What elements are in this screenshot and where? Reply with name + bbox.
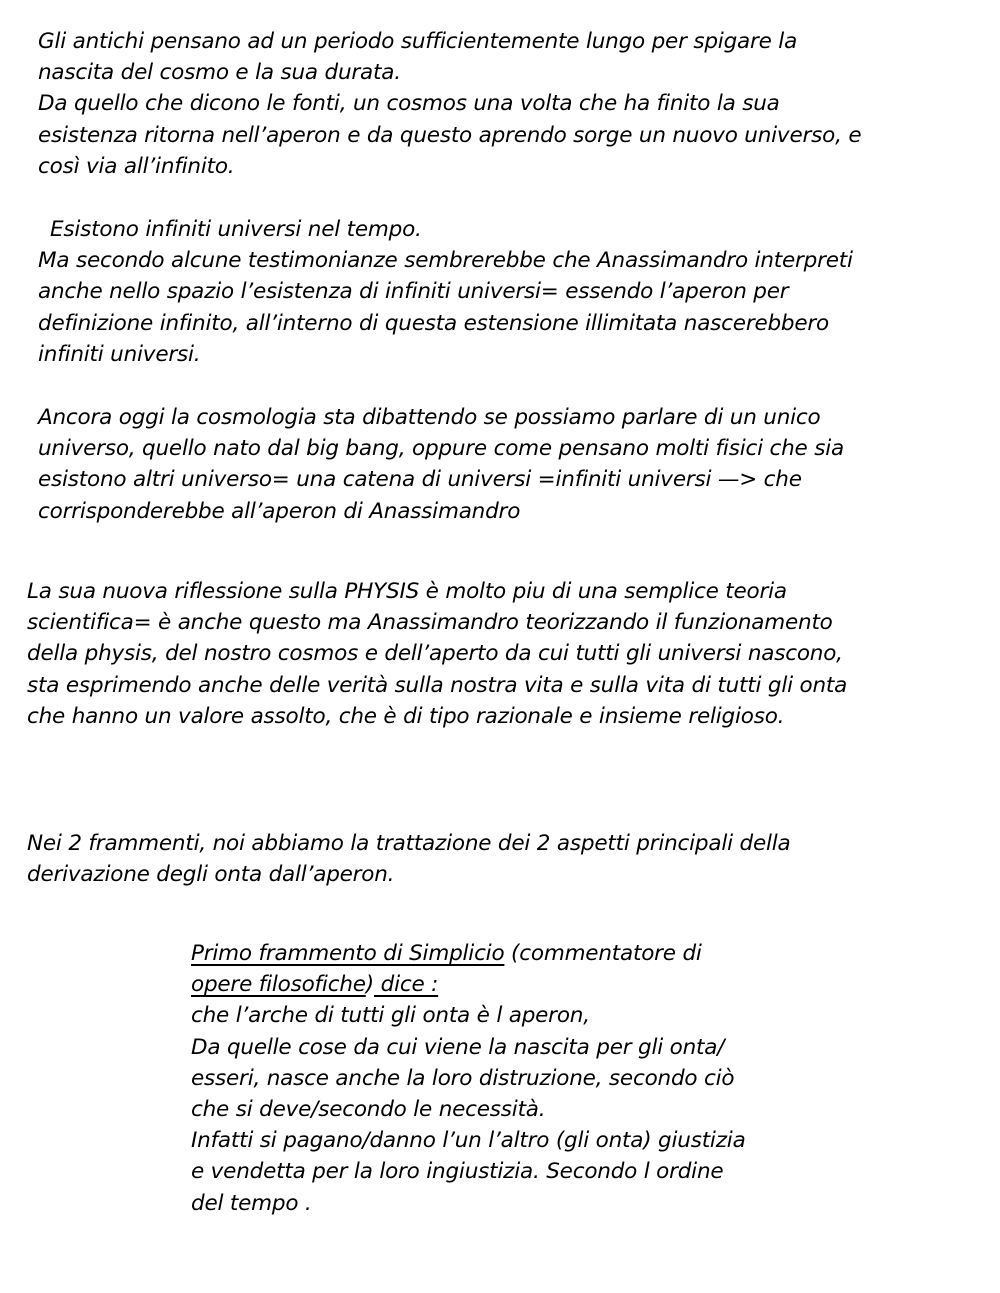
fragment-heading-underlined: opere filosofiche [191, 972, 366, 998]
text-line: sta esprimendo anche delle verità sulla nostra vita e sulla vita di tutti gli onta [27, 672, 848, 698]
paragraph-modern-cosmology [38, 402, 844, 527]
fragment-heading-rest: (commentatore di [504, 941, 702, 966]
text-line: Nei 2 frammenti, noi abbiamo la trattazione dei 2 aspetti principali della [27, 831, 791, 856]
text-line: derivazione degli onta dall’aperon. [27, 862, 395, 888]
fragment-simplicio [191, 938, 746, 1219]
paragraph-two-fragments [27, 828, 791, 890]
text-line: Esistono infiniti universi nel tempo. [50, 217, 422, 242]
text-line: scientifica= è anche questo ma Anassimandro teorizzando il funzionamento [27, 610, 833, 636]
paragraph-infinite-universes [38, 214, 853, 370]
text-line: così via all’infinito. [38, 153, 235, 179]
text-line: infiniti universi. [38, 341, 201, 367]
text-line: che si deve/secondo le necessità. [191, 1097, 546, 1123]
text-line: e vendetta per la loro ingiustizia. Secondo l ordine [191, 1159, 724, 1185]
text-line: definizione infinito, all’interno di questa estensione illimitata nascerebbero [38, 310, 829, 336]
fragment-title: Primo frammento di Simplicio [191, 941, 505, 966]
text-line: anche nello spazio l’esistenza di infiniti universi= essendo l’aperon per [38, 279, 789, 305]
fragment-heading-line-2 [191, 969, 746, 1000]
text-line: Da quello che dicono le fonti, un cosmos una volta che ha finito la sua [38, 91, 780, 117]
text-line: esseri, nasce anche la loro distruzione, secondo ciò [191, 1065, 735, 1091]
fragment-heading-dice: dice : [373, 972, 439, 998]
paragraph-physis-reflection [27, 576, 847, 732]
text-line: che l’arche di tutti gli onta è l aperon, [191, 1003, 590, 1029]
text-line: universo, quello nato dal big bang, oppure come pensano molti fisici che sia [38, 436, 844, 462]
text-line: Gli antichi pensano ad un periodo sufficientemente lungo per spigare la [38, 29, 798, 54]
fragment-heading-paren: ) [365, 972, 374, 998]
text-line: Ancora oggi la cosmologia sta dibattendo se possiamo parlare di un unico [38, 405, 821, 430]
text-line: corrisponderebbe all’aperon di Anassimandro [38, 498, 521, 524]
text-line: esistenza ritorna nell’aperon e da questo aprendo sorge un nuovo universo, e [38, 122, 862, 148]
text-line: del tempo . [191, 1190, 312, 1216]
text-line: La sua nuova riflessione sulla PHYSIS è molto piu di una semplice teoria [27, 579, 787, 604]
text-line: nascita del cosmo e la sua durata. [38, 60, 401, 86]
text-line: Infatti si pagano/danno l’un l’altro (gli onta) giustizia [191, 1128, 746, 1154]
text-line: esistono altri universo= una catena di universi =infiniti universi —> che [38, 467, 802, 493]
text-line: della physis, del nostro cosmos e dell’aperto da cui tutti gli universi nascono, [27, 641, 843, 667]
text-line: Ma secondo alcune testimonianze sembrerebbe che Anassimandro interpreti [38, 248, 853, 274]
text-line: Da quelle cose da cui viene la nascita per gli onta/ [191, 1034, 725, 1060]
paragraph-cosmos-duration [38, 26, 861, 182]
fragment-heading [191, 938, 746, 969]
text-line: che hanno un valore assolto, che è di tipo razionale e insieme religioso. [27, 703, 785, 729]
